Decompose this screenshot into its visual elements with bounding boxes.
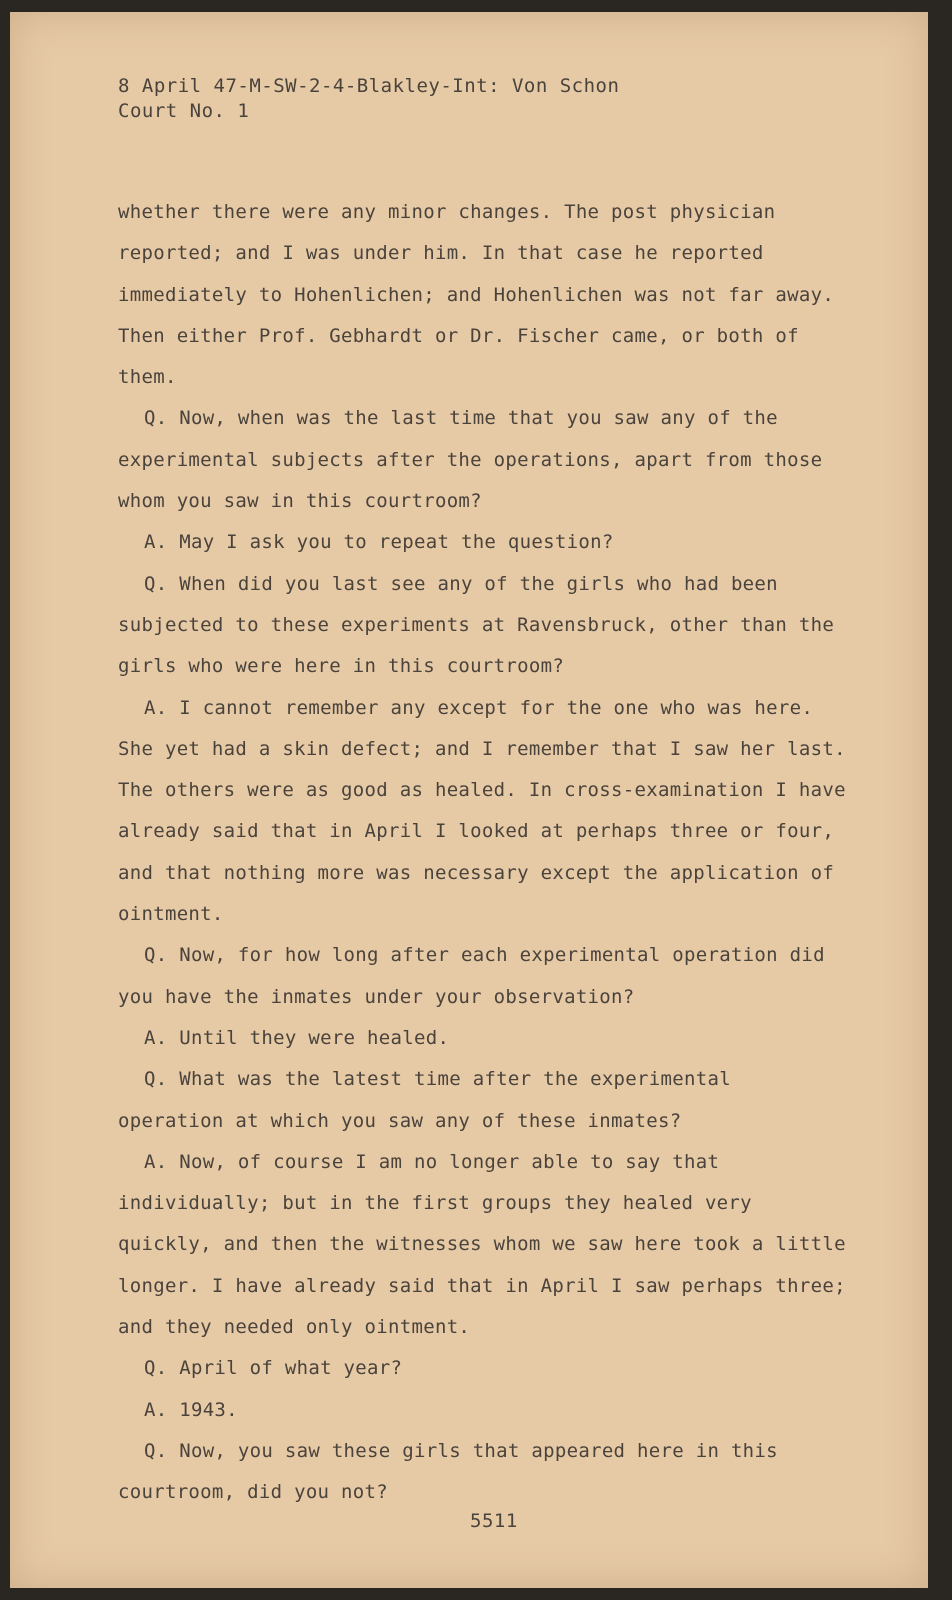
page-header (118, 74, 619, 124)
paragraph: A. Until they were healed. (144, 1026, 450, 1049)
transcript-page (10, 12, 928, 1588)
page-number: 5511 (470, 1510, 518, 1532)
paragraph: Q. Now, for how long after each experimental operation did you have the inmates under your observation? (118, 944, 825, 1008)
paragraph: Q. April of what year? (144, 1357, 403, 1380)
paragraph: A. Now, of course I am no longer able to say that individually; but in the first groups they healed very quickly, and then the witnesses whom we saw here took a little longer. I have already said that in April I saw perhaps three; and they needed only ointment. (118, 1150, 846, 1339)
paragraph: A. May I ask you to repeat the question? (144, 531, 614, 554)
paragraph: A. 1943. (144, 1398, 238, 1421)
header-line-2: Court No. 1 (118, 100, 250, 122)
header-line-1: 8 April 47-M-SW-2-4-Blakley-Int: Von Schon (118, 75, 620, 97)
paragraph: whether there were any minor changes. The post physician reported; and I was under him. In that case he reported immediately to Hohenlichen; and Hohenlichen was not far away. Then either Prof. Gebhardt or Dr. Fischer came, or both of them. (118, 201, 835, 389)
paragraph: A. I cannot remember any except for the one who was here. She yet had a skin defect; and I remember that I saw her last. The others were as good as healed. In cross-examination I have already said that in April I looked at perhaps three or four, and that nothing more was necessary except the application of ointment. (118, 696, 846, 926)
paragraph: Q. Now, you saw these girls that appeared here in this courtroom, did you not? (118, 1439, 778, 1504)
transcript-body (118, 192, 848, 1514)
paragraph: Q. Now, when was the last time that you saw any of the experimental subjects after the operations, apart from those whom you saw in this courtroom? (118, 407, 823, 513)
paragraph: Q. What was the latest time after the experimental operation at which you saw any of these inmates? (118, 1068, 731, 1132)
paragraph: Q. When did you last see any of the girls who had been subjected to these experiments at Ravensbruck, other than the girls who were here in this courtroom? (118, 572, 835, 678)
